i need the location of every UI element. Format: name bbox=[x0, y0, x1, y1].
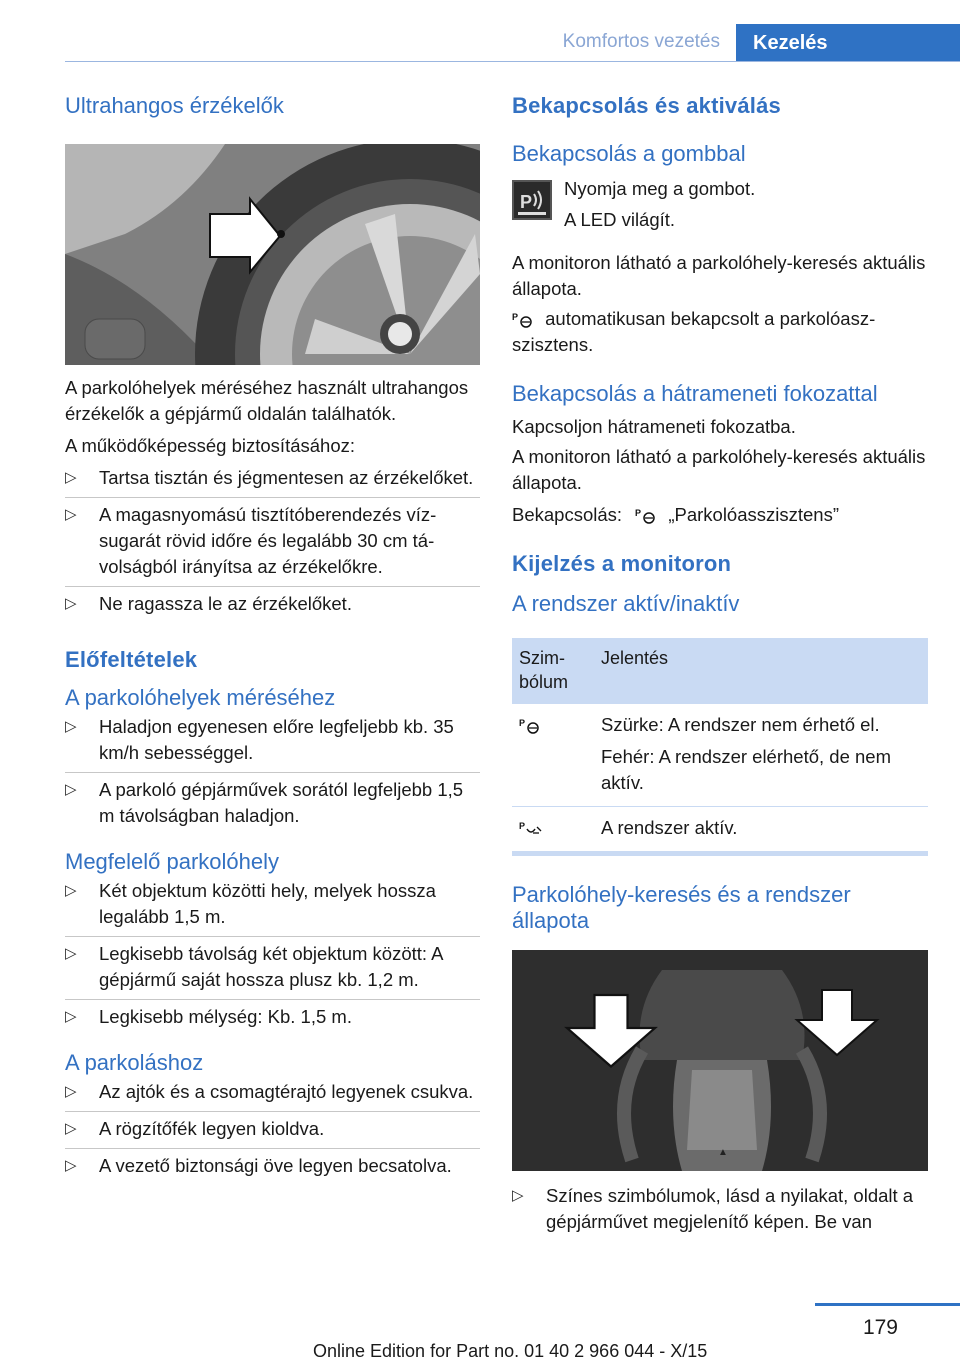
symbol-cell bbox=[512, 807, 594, 854]
switch-on-label: Bekapcsolás: bbox=[512, 504, 623, 525]
parking-assistant-icon bbox=[635, 506, 657, 526]
svg-text:P: P bbox=[519, 821, 526, 832]
led-lights-text: A LED világít. bbox=[564, 209, 676, 230]
list-item: ▷ Színes szimbólumok, lásd a nyilakat, oldalt a gépjárművet megjelenítő képen. Be van bbox=[512, 1183, 928, 1246]
meaning-white: Fehér: A rendszer elérhető, de nem aktív. bbox=[601, 746, 892, 793]
svg-text:P: P bbox=[635, 508, 642, 519]
park-button-icon bbox=[512, 180, 552, 220]
chapter-tab[interactable]: Kezelés bbox=[736, 24, 960, 62]
heading-for-measuring: A parkolóhelyek méréséhez bbox=[65, 685, 336, 710]
column-header-symbol: Szimbólum bbox=[512, 638, 594, 704]
list-item: ▷ Haladjon egyenesen előre legfeljebb kb. 35 km/h sebességgel. bbox=[65, 714, 480, 777]
heading-search-status: Parkolóhely-keresés és a rendszer állapota bbox=[512, 882, 851, 933]
heading-monitor-display: Kijelzés a monitoron bbox=[512, 551, 732, 576]
parking-assistant-label: „Parkolóasszisztens” bbox=[668, 504, 839, 525]
list-item: ▷ A rögzítőfék legyen kioldva. bbox=[65, 1116, 480, 1153]
meaning-cell bbox=[594, 704, 928, 807]
right-column bbox=[512, 92, 928, 1246]
parking-assistant-icon bbox=[512, 310, 534, 330]
table-row bbox=[512, 704, 928, 807]
measuring-list bbox=[65, 714, 480, 840]
monitor-display-image bbox=[512, 950, 928, 1171]
footer-rule bbox=[815, 1303, 960, 1306]
list-item: ▷ Legkisebb mélység: Kb. 1,5 m. bbox=[65, 1004, 480, 1041]
photo-caption: A parkolóhelyek méréséhez használt ultrahangos érzékelők a gépjármű oldalán találhatók. bbox=[65, 377, 469, 424]
left-column bbox=[65, 92, 480, 1190]
header-rule bbox=[65, 61, 960, 62]
sensor-care-list bbox=[65, 465, 480, 628]
list-item: ▷ A magasnyomású tisztítóberendezés vízsugarát rövid időre és legalább 30 cm távolságból irányítsa az érzékelőkre. bbox=[65, 502, 480, 591]
heading-suitable-space: Megfelelő parkolóhely bbox=[65, 849, 280, 874]
heading-system-active-inactive: A rendszer aktív/inaktív bbox=[512, 591, 740, 616]
button-instruction bbox=[512, 176, 928, 242]
reverse-text-3 bbox=[512, 502, 928, 528]
reverse-text-1: Kapcsoljon hátrameneti fokozatba. bbox=[512, 416, 796, 437]
list-item: ▷ Tartsa tisztán és jégmentesen az érzékelőket. bbox=[65, 465, 480, 502]
list-item: ▷ Ne ragassza le az érzékelőket. bbox=[65, 591, 480, 628]
svg-text:P: P bbox=[520, 192, 533, 212]
press-button-text: Nyomja meg a gombot. bbox=[564, 178, 756, 199]
sensor-photo bbox=[65, 144, 480, 365]
section-title: Komfortos vezetés bbox=[562, 31, 720, 52]
heading-switch-on-button: Bekapcsolás a gombbal bbox=[512, 141, 746, 166]
column-header-meaning: Jelentés bbox=[594, 638, 928, 704]
auto-on-text bbox=[512, 306, 928, 358]
list-item: ▷ Legkisebb távolság két objektum között: A gépjármű saját hossza plusz kb. 1,2 m. bbox=[65, 941, 480, 1004]
heading-prerequisites: Előfeltételek bbox=[65, 647, 198, 672]
heading-reverse-gear: Bekapcsolás a hátrameneti fokozattal bbox=[512, 381, 878, 406]
status-list bbox=[512, 1183, 928, 1246]
svg-text:▲: ▲ bbox=[718, 1147, 728, 1158]
parking-inactive-icon bbox=[519, 716, 541, 736]
page-number: 179 bbox=[862, 1316, 898, 1339]
parking-active-icon bbox=[519, 819, 541, 839]
list-item: ▷ Az ajtók és a csomagtérajtó legyenek csukva. bbox=[65, 1079, 480, 1116]
intro-text: A működőképesség biztosításához: bbox=[65, 435, 356, 456]
symbol-cell bbox=[512, 704, 594, 807]
page-header bbox=[0, 24, 960, 62]
list-item: ▷ A parkoló gépjárművek sorától legfeljebb 1,5 m távolságban haladjon. bbox=[65, 777, 480, 840]
heading-switch-on-activate: Bekapcsolás és aktiválás bbox=[512, 93, 781, 118]
list-item: ▷ Két objektum közötti hely, melyek hossza legalább 1,5 m. bbox=[65, 878, 480, 941]
heading-ultrasonic-sensors: Ultrahangos érzékelők bbox=[65, 93, 284, 118]
meaning-cell: A rendszer aktív. bbox=[594, 807, 928, 854]
symbol-table bbox=[512, 638, 928, 856]
table-row bbox=[512, 807, 928, 854]
reverse-text-2: A monitoron látható a parkolóhely-keresés aktuális állapota. bbox=[512, 446, 926, 493]
heading-for-parking: A parkoláshoz bbox=[65, 1050, 204, 1075]
svg-text:P: P bbox=[512, 312, 519, 323]
suitable-space-list bbox=[65, 878, 480, 1041]
list-item: ▷ A vezető biztonsági öve legyen becsatolva. bbox=[65, 1153, 480, 1190]
monitor-status-text: A monitoron látható a parkolóhely-keresés aktuális állapota. bbox=[512, 252, 926, 299]
online-edition-note: Online Edition for Part no. 01 40 2 966 044 - X/15 bbox=[313, 1341, 708, 1361]
auto-on-label: automatikusan bekapcsolt a parkolóaszszisztens. bbox=[512, 308, 876, 355]
meaning-grey: Szürke: A rendszer nem érhető el. bbox=[601, 714, 880, 735]
parking-list bbox=[65, 1079, 480, 1190]
svg-text:P: P bbox=[519, 718, 526, 729]
